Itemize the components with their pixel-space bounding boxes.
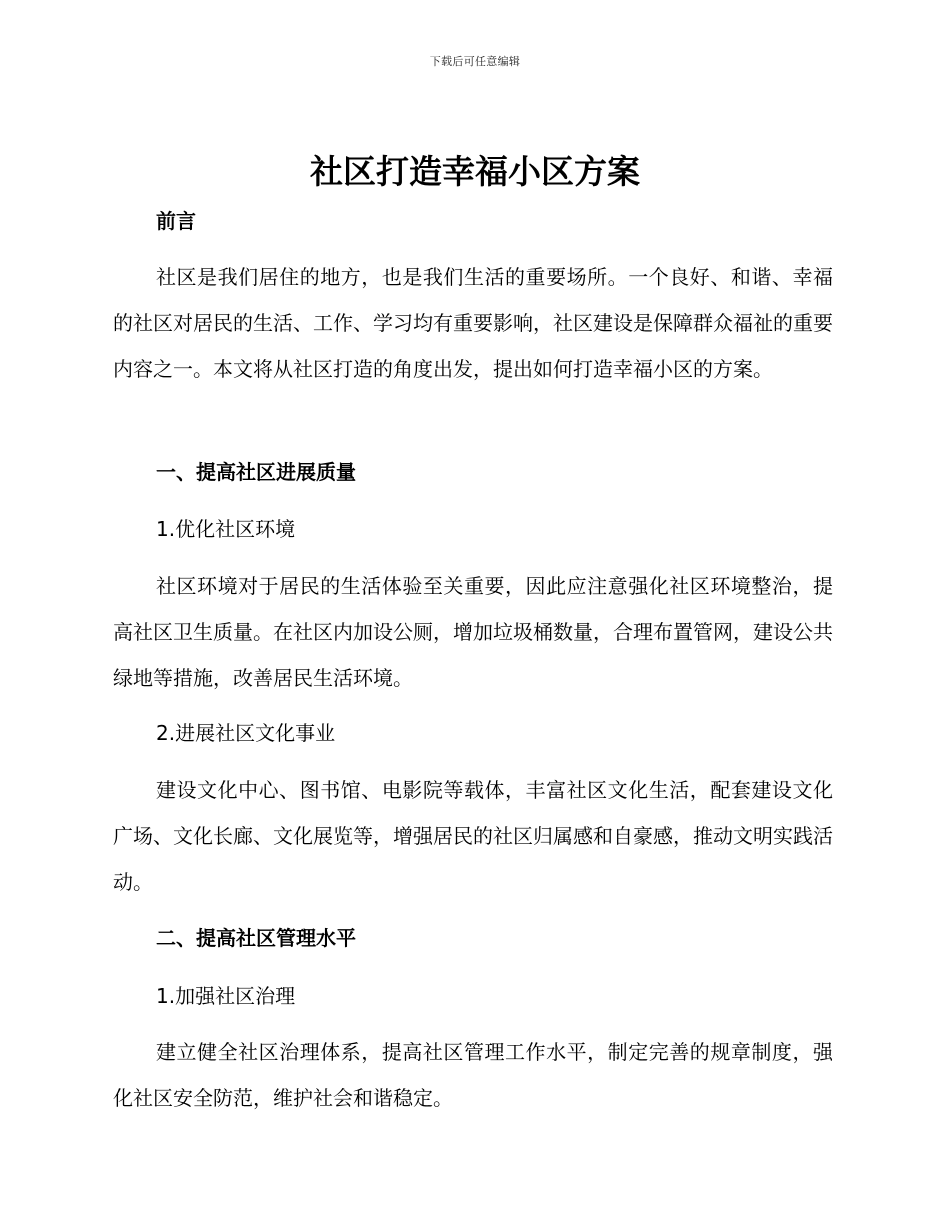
section-1-item-1-paragraph: 社区环境对于居民的生活体验至关重要，因此应注意强化社区环境整治，提高社区卫生质量。在社区内加设公厕，增加垃圾桶数量，合理布置管网，建设公共绿地等措施，改善居民生活环境。: [113, 574, 833, 690]
section-1-heading: 一、提高社区进展质量: [156, 460, 356, 484]
section-1-item-2-heading: 2.进展社区文化事业: [156, 721, 336, 745]
section-2-heading: 二、提高社区管理水平: [156, 926, 356, 950]
section-1-item-1-heading: 1.优化社区环境: [156, 517, 296, 541]
document-title: 社区打造幸福小区方案: [310, 152, 640, 191]
section-2-item-1-paragraph: 建立健全社区治理体系，提高社区管理工作水平，制定完善的规章制度，强化社区安全防范，维护社会和谐稳定。: [113, 1040, 833, 1110]
section-1-item-2-paragraph: 建设文化中心、图书馆、电影院等载体，丰富社区文化生活，配套建设文化广场、文化长廊、文化展览等，增强居民的社区归属感和自豪感，推动文明实践活动。: [113, 778, 833, 894]
preface-heading: 前言: [156, 209, 196, 233]
page-header-note: 下载后可任意编辑: [429, 55, 521, 68]
section-2-item-1-heading: 1.加强社区治理: [156, 984, 296, 1008]
preface-paragraph: 社区是我们居住的地方，也是我们生活的重要场所。一个良好、和谐、幸福的社区对居民的生活、工作、学习均有重要影响，社区建设是保障群众福祉的重要内容之一。本文将从社区打造的角度出发，提出如何打造幸福小区的方案。: [113, 265, 833, 381]
